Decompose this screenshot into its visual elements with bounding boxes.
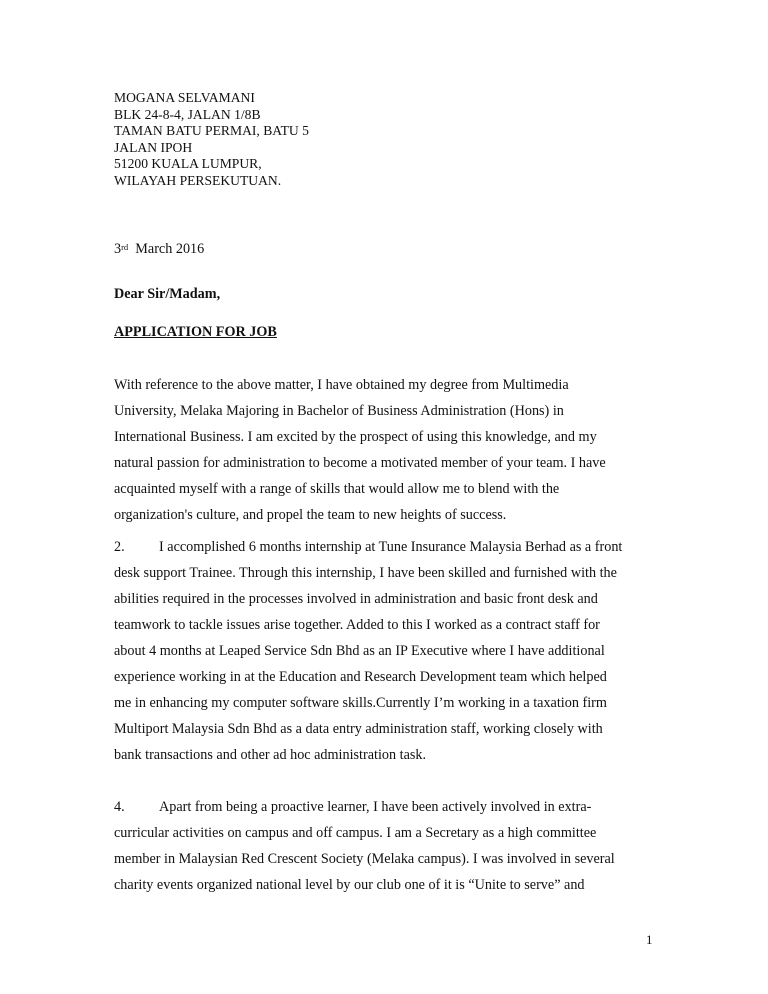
sender-address	[114, 90, 674, 189]
address-line-taman: TAMAN BATU PERMAI, BATU 5	[114, 123, 309, 138]
paragraph-line: International Business. I am excited by the prospect of using this knowledge, and my	[114, 429, 597, 445]
address-line-city: 51200 KUALA LUMPUR,	[114, 156, 262, 171]
paragraph-line: charity events organized national level by our club one of it is “Unite to serve” and	[114, 877, 585, 893]
paragraph-line: With reference to the above matter, I have obtained my degree from Multimedia	[114, 377, 569, 393]
paragraph-line: teamwork to tackle issues arise together. Added to this I worked as a contract staff for	[114, 617, 600, 633]
address-line-street: JALAN IPOH	[114, 139, 193, 155]
paragraph-line: organization's culture, and propel the team to new heights of success.	[114, 507, 507, 523]
date-day-suffix: rd	[121, 242, 129, 252]
page-number: 1	[646, 932, 653, 947]
paragraph-line: acquainted myself with a range of skills that would allow me to blend with the	[114, 481, 560, 497]
paragraph-line-text: I accomplished 6 months internship at Tune Insurance Malaysia Berhad as a front	[159, 539, 623, 555]
salutation: Dear Sir/Madam,	[114, 286, 221, 302]
address-line-block: BLK 24-8-4, JALAN 1/8B	[114, 106, 261, 122]
date-day: 3	[114, 241, 122, 257]
paragraph-line: Multiport Malaysia Sdn Bhd as a data entry administration staff, working closely with	[114, 721, 603, 737]
paragraph-line: curricular activities on campus and off campus. I am a Secretary as a high committee	[114, 825, 597, 841]
paragraph-line	[114, 534, 660, 560]
paragraph-2	[114, 534, 660, 768]
paragraph-line: about 4 months at Leaped Service Sdn Bhd as an IP Executive where I have additional	[114, 643, 605, 659]
paragraph-line-text: Apart from being a proactive learner, I have been actively involved in extra-	[159, 799, 592, 815]
paragraph-number: 4.	[114, 799, 125, 815]
paragraph-line: me in enhancing my computer software skills.Currently I’m working in a taxation firm	[114, 695, 607, 711]
paragraph-line	[114, 794, 660, 820]
paragraph-3	[114, 794, 660, 898]
subject-line: APPLICATION FOR JOB	[114, 324, 277, 340]
letter-date	[114, 240, 204, 258]
paragraph-number: 2.	[114, 539, 125, 555]
paragraph-line: member in Malaysian Red Crescent Society (Melaka campus). I was involved in several	[114, 851, 615, 867]
paragraph-line: University, Melaka Majoring in Bachelor of Business Administration (Hons) in	[114, 403, 564, 419]
paragraph-line: experience working in at the Education and Research Development team which helped	[114, 669, 607, 685]
paragraph-1	[114, 372, 660, 528]
address-line-name: MOGANA SELVAMANI	[114, 90, 255, 105]
address-line-state: WILAYAH PERSEKUTUAN.	[114, 172, 282, 188]
paragraph-line: bank transactions and other ad hoc administration task.	[114, 747, 427, 763]
date-month-year: March 2016	[128, 241, 205, 257]
paragraph-line: desk support Trainee. Through this internship, I have been skilled and furnished with the	[114, 565, 617, 581]
paragraph-line: natural passion for administration to become a motivated member of your team. I have	[114, 455, 606, 471]
paragraph-line: abilities required in the processes involved in administration and basic front desk and	[114, 591, 598, 607]
